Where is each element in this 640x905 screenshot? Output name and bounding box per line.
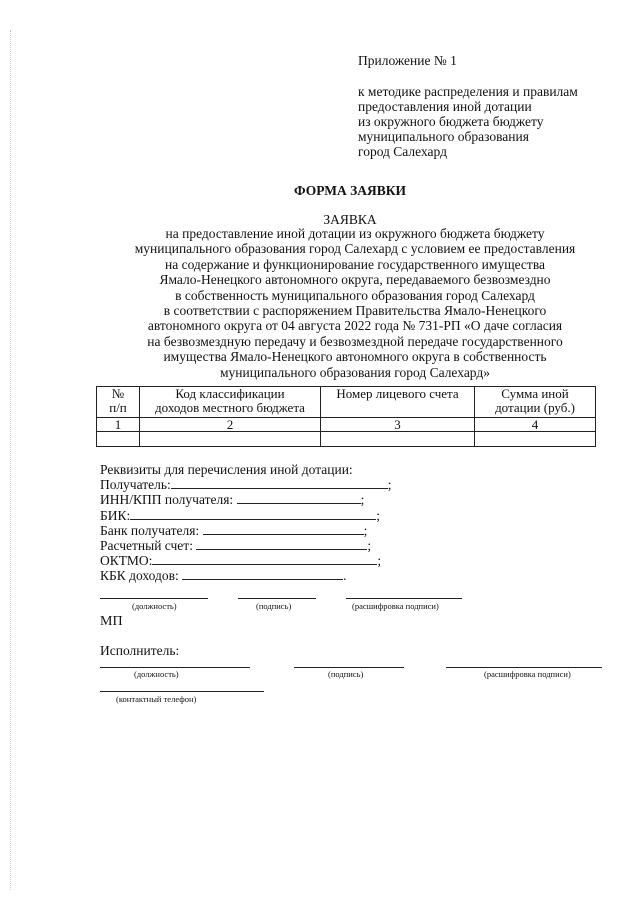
application-body — [60, 226, 640, 380]
header-cell-number: № п/п — [97, 387, 140, 418]
executor-line-name — [446, 667, 602, 668]
executor-caption-signature: (подпись) — [328, 669, 364, 679]
table-cell: 1 — [97, 418, 140, 432]
table-cell: 2 — [140, 418, 321, 432]
application-line: в собственность муниципального образования город Салехард — [175, 287, 535, 303]
executor-line-sign — [294, 667, 404, 668]
requisite-field: Расчетный счет: ; — [100, 538, 372, 554]
header-cell-amount: Сумма иной дотации (руб.) — [475, 387, 596, 418]
application-line: в соответствии с распоряжением Правительства Ямало-Ненецкого — [163, 303, 547, 319]
blank-line — [237, 493, 361, 504]
form-title: ФОРМА ЗАЯВКИ — [293, 183, 407, 198]
requisites-block — [100, 462, 392, 584]
executor-caption-phone: (контактный телефон) — [116, 694, 197, 704]
executor-line-position — [100, 667, 250, 668]
table-row — [97, 418, 596, 432]
application-line: имущества Ямало-Ненецкого автономного округа в собственность — [163, 349, 547, 365]
blank-line — [203, 524, 364, 535]
signature-line-name — [346, 598, 462, 599]
executor-caption-name: (расшифровка подписи) — [484, 669, 571, 679]
executor-label: Исполнитель: — [100, 643, 180, 658]
table-cell — [321, 432, 475, 447]
appendix-number: Приложение № 1 — [358, 53, 457, 68]
signature-line-position — [100, 598, 208, 599]
table-cell: 3 — [321, 418, 475, 432]
appendix-line: город Салехард — [358, 144, 447, 159]
header-cell-account: Номер лицевого счета — [321, 387, 475, 418]
appendix-line: из окружного бюджета бюджету — [358, 114, 544, 129]
requisite-field: БИК: ; — [100, 507, 381, 523]
requisite-field: Банк получателя: ; — [100, 522, 368, 538]
table-row — [97, 432, 596, 447]
blank-line — [171, 478, 388, 489]
table-cell — [97, 432, 140, 447]
application-line: на безвозмездную передачу и безвозмездной передаче государственного — [147, 333, 563, 349]
application-line: муниципального образования город Салехард» — [219, 364, 491, 380]
caption-name: (расшифровка подписи) — [352, 601, 439, 611]
dotation-table — [96, 386, 596, 447]
header-cell-code: Код классификации доходов местного бюджета — [140, 387, 321, 418]
blank-line — [130, 509, 376, 520]
appendix-line: муниципального образования — [358, 129, 529, 144]
executor-caption-position: (должность) — [134, 669, 179, 679]
blank-line — [152, 554, 377, 565]
scan-edge — [10, 30, 11, 890]
blank-line — [196, 539, 367, 550]
application-line: муниципального образования город Салехард с условием ее предоставления — [134, 241, 576, 257]
table-header-row — [97, 387, 596, 418]
requisites-heading: Реквизиты для перечисления иной дотации: — [100, 462, 353, 477]
application-title: ЗАЯВКА — [323, 212, 377, 227]
caption-signature: (подпись) — [256, 601, 292, 611]
executor-line-phone — [100, 691, 264, 692]
stamp-mark: МП — [100, 614, 123, 629]
caption-position: (должность) — [132, 601, 177, 611]
table-cell — [140, 432, 321, 447]
table-cell: 4 — [475, 418, 596, 432]
requisite-field: ИНН/КПП получателя: ; — [100, 492, 365, 508]
application-line: на предоставление иной дотации из окружного бюджета бюджету — [165, 226, 545, 241]
requisite-field: КБК доходов: . — [100, 568, 347, 584]
requisite-field: ОКТМО: ; — [100, 553, 382, 569]
requisite-field: Получатель: ; — [100, 477, 392, 493]
appendix-line: к методике распределения и правилам — [358, 84, 578, 99]
appendix-header — [358, 53, 628, 159]
table-cell — [475, 432, 596, 447]
signature-line-sign — [238, 598, 316, 599]
application-line: автономного округа от 04 августа 2022 года № 731-РП «О даче согласия — [147, 318, 563, 334]
application-line: Ямало-Ненецкого автономного округа, передаваемого безвозмездно — [159, 272, 551, 288]
blank-line — [182, 569, 343, 580]
application-line: на содержание и функционирование государственного имущества — [164, 256, 546, 272]
appendix-line: предоставления иной дотации — [358, 99, 532, 114]
